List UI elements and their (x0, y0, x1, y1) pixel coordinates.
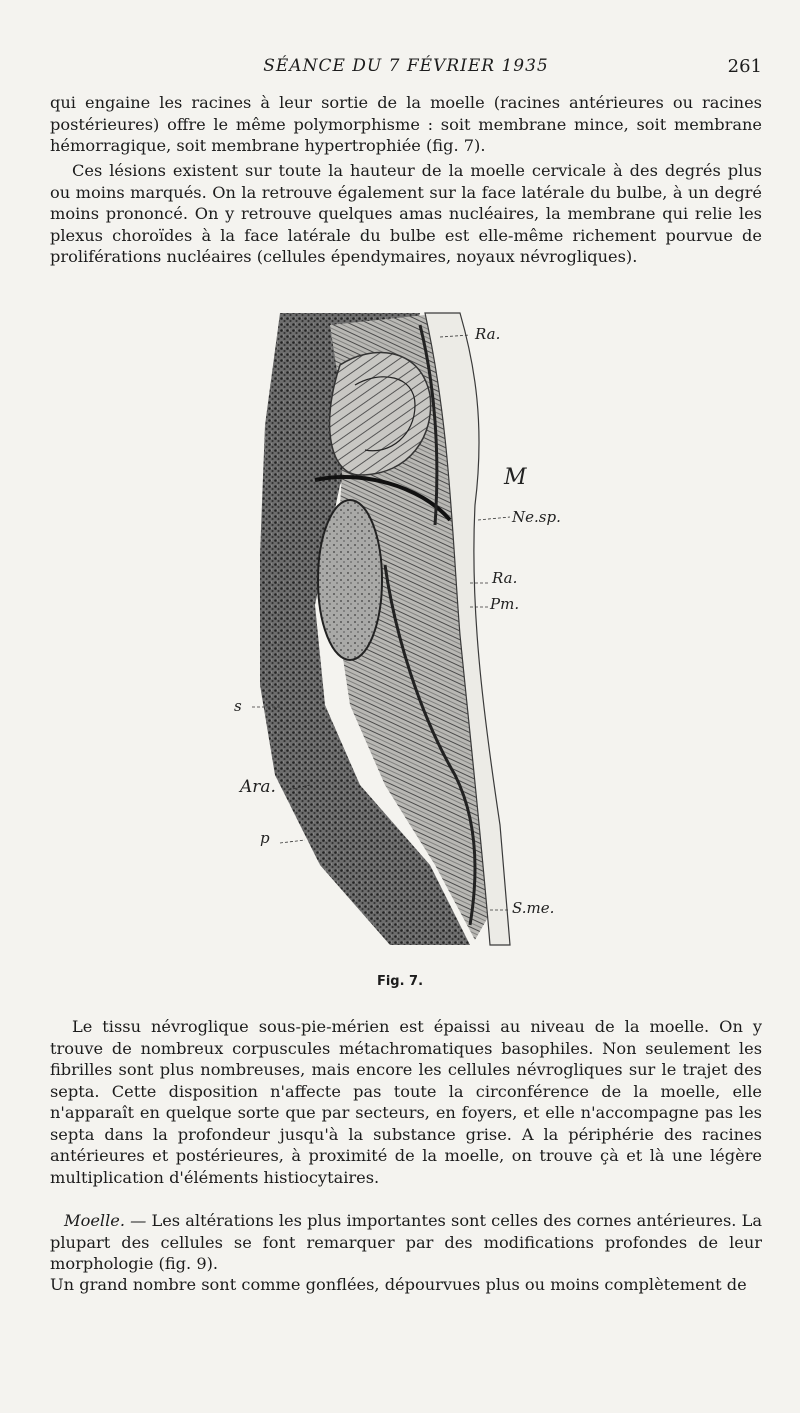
section-lead: Moelle. — (64, 1211, 147, 1230)
label-m: M (504, 465, 527, 490)
paragraph: Un grand nombre sont comme gonflées, dépourvues plus ou moins complètement de (50, 1275, 747, 1294)
running-header (50, 56, 762, 82)
label-ara: Ara. (240, 777, 276, 797)
label-ra-top: Ra. (475, 325, 501, 343)
label-ne-sp: Ne.sp. (512, 508, 561, 526)
paragraph: Le tissu névroglique sous-pie-mérien est épaissi au niveau de la moelle. On y trouve de nombreux corpuscules métachromatiques basophiles. Non seulement les fibrilles sont plus nombreuses, mais encore les cellules névrogliques sur le trajet des septa. Cette disposition n'affecte pas toute la circonférence de la moelle, elle n'apparaît en quelque sorte que par secteurs, en foyers, et elle n'accompagne pas les septa dans la profondeur jusqu'à la substance grise. A la périphérie des racines antérieures et postérieures, à proximité de la moelle, on trouve çà et là une légère multiplication d'éléments histiocytaires. (50, 1017, 762, 1187)
paragraph: qui engaine les racines à leur sortie de la moelle (racines antérieures ou racines postérieures) offre le même polymorphisme : soit membrane mince, soit membrane hémorragique, soit membrane hypertrophiée (fig. 7). (50, 93, 762, 155)
figure-caption: Fig. 7. (376, 974, 424, 989)
label-sme: S.me. (512, 899, 555, 917)
histology-figure (220, 305, 600, 950)
paragraph-text: Les altérations les plus importantes sont celles des cornes antérieures. La plupart des cellules se font remarquer par des modifications profondes de leur morphologie (fig. 9). (50, 1211, 762, 1273)
label-pm: Pm. (490, 595, 520, 613)
label-ra-mid: Ra. (492, 569, 518, 587)
label-p: p (260, 829, 270, 847)
paragraph (50, 1210, 762, 1275)
label-s: s (234, 697, 242, 715)
page-number: 261 (727, 56, 762, 77)
histology-illustration (220, 305, 600, 950)
running-title: SÉANCE DU 7 FÉVRIER 1935 (263, 56, 549, 76)
paragraph: Ces lésions existent sur toute la hauteur de la moelle cervicale à des degrés plus ou moins marqués. On la retrouve également sur la face latérale du bulbe, à un degré moins prononcé. On y retrouve quelques amas nucléaires, la membrane qui relie les plexus choroïdes à la face latérale du bulbe est elle-même richement pourvue de proliférations nucléaires (cellules épendymaires, noyaux névrogliques). (50, 161, 762, 266)
